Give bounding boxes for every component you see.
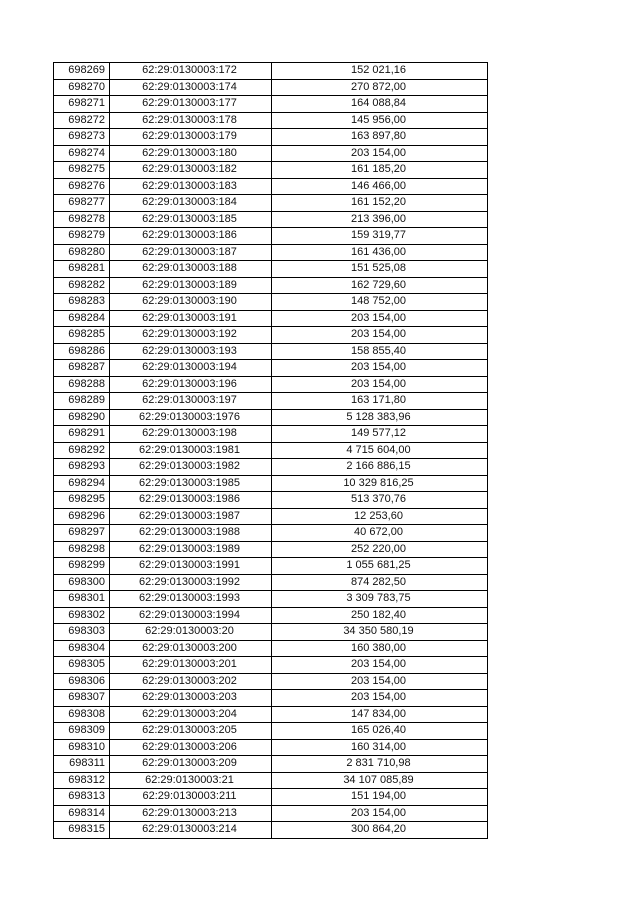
table-row	[54, 492, 488, 509]
cadastral-value-cell: 3 309 783,75	[272, 591, 488, 608]
table-row	[54, 63, 488, 80]
cadastral-number-cell: 62:29:0130003:206	[110, 739, 272, 756]
table-row	[54, 541, 488, 558]
cadastral-value-cell: 161 436,00	[272, 244, 488, 261]
table-row	[54, 657, 488, 674]
row-number-cell: 698308	[54, 706, 110, 723]
cadastral-value-cell: 1 055 681,25	[272, 558, 488, 575]
cadastral-number-cell: 62:29:0130003:193	[110, 343, 272, 360]
cadastral-value-cell: 270 872,00	[272, 79, 488, 96]
cadastral-number-cell: 62:29:0130003:1994	[110, 607, 272, 624]
cadastral-value-cell: 12 253,60	[272, 508, 488, 525]
row-number-cell: 698289	[54, 393, 110, 410]
cadastral-value-cell: 40 672,00	[272, 525, 488, 542]
cadastral-number-cell: 62:29:0130003:1976	[110, 409, 272, 426]
table-row	[54, 409, 488, 426]
table-row	[54, 508, 488, 525]
row-number-cell: 698304	[54, 640, 110, 657]
row-number-cell: 698275	[54, 162, 110, 179]
table-row	[54, 360, 488, 377]
cadastral-value-cell: 300 864,20	[272, 822, 488, 839]
table-row	[54, 310, 488, 327]
table-row	[54, 112, 488, 129]
row-number-cell: 698274	[54, 145, 110, 162]
cadastral-number-cell: 62:29:0130003:189	[110, 277, 272, 294]
row-number-cell: 698280	[54, 244, 110, 261]
cadastral-value-cell: 152 021,16	[272, 63, 488, 80]
table-row	[54, 640, 488, 657]
cadastral-number-cell: 62:29:0130003:1987	[110, 508, 272, 525]
cadastral-value-cell: 203 154,00	[272, 310, 488, 327]
table-row	[54, 376, 488, 393]
row-number-cell: 698299	[54, 558, 110, 575]
cadastral-value-cell: 34 107 085,89	[272, 772, 488, 789]
cadastral-number-cell: 62:29:0130003:188	[110, 261, 272, 278]
cadastral-number-cell: 62:29:0130003:172	[110, 63, 272, 80]
cadastral-number-cell: 62:29:0130003:185	[110, 211, 272, 228]
cadastral-number-cell: 62:29:0130003:182	[110, 162, 272, 179]
cadastral-number-cell: 62:29:0130003:209	[110, 756, 272, 773]
table-row	[54, 129, 488, 146]
cadastral-value-cell: 163 171,80	[272, 393, 488, 410]
cadastral-value-cell: 203 154,00	[272, 360, 488, 377]
cadastral-value-cell: 213 396,00	[272, 211, 488, 228]
cadastral-number-cell: 62:29:0130003:204	[110, 706, 272, 723]
table-row	[54, 525, 488, 542]
cadastral-value-cell: 203 154,00	[272, 145, 488, 162]
row-number-cell: 698277	[54, 195, 110, 212]
cadastral-value-cell: 203 154,00	[272, 805, 488, 822]
row-number-cell: 698306	[54, 673, 110, 690]
cadastral-number-cell: 62:29:0130003:200	[110, 640, 272, 657]
table-row	[54, 162, 488, 179]
cadastral-number-cell: 62:29:0130003:1981	[110, 442, 272, 459]
row-number-cell: 698287	[54, 360, 110, 377]
cadastral-value-cell: 203 154,00	[272, 376, 488, 393]
cadastral-value-cell: 151 194,00	[272, 789, 488, 806]
row-number-cell: 698313	[54, 789, 110, 806]
cadastral-number-cell: 62:29:0130003:201	[110, 657, 272, 674]
row-number-cell: 698278	[54, 211, 110, 228]
cadastral-value-cell: 34 350 580,19	[272, 624, 488, 641]
cadastral-number-cell: 62:29:0130003:180	[110, 145, 272, 162]
table-row	[54, 327, 488, 344]
row-number-cell: 698307	[54, 690, 110, 707]
table-row	[54, 673, 488, 690]
cadastral-value-cell: 160 314,00	[272, 739, 488, 756]
cadastral-value-cell: 252 220,00	[272, 541, 488, 558]
table-row	[54, 459, 488, 476]
row-number-cell: 698309	[54, 723, 110, 740]
cadastral-value-cell: 203 154,00	[272, 657, 488, 674]
cadastral-number-cell: 62:29:0130003:197	[110, 393, 272, 410]
cadastral-value-cell: 874 282,50	[272, 574, 488, 591]
row-number-cell: 698284	[54, 310, 110, 327]
table-row	[54, 195, 488, 212]
cadastral-number-cell: 62:29:0130003:203	[110, 690, 272, 707]
cadastral-number-cell: 62:29:0130003:198	[110, 426, 272, 443]
cadastral-number-cell: 62:29:0130003:1986	[110, 492, 272, 509]
cadastral-number-cell: 62:29:0130003:187	[110, 244, 272, 261]
cadastral-value-cell: 162 729,60	[272, 277, 488, 294]
cadastral-number-cell: 62:29:0130003:1991	[110, 558, 272, 575]
cadastral-number-cell: 62:29:0130003:174	[110, 79, 272, 96]
cadastral-value-cell: 250 182,40	[272, 607, 488, 624]
cadastral-value-cell: 161 152,20	[272, 195, 488, 212]
cadastral-number-cell: 62:29:0130003:177	[110, 96, 272, 113]
row-number-cell: 698272	[54, 112, 110, 129]
cadastral-number-cell: 62:29:0130003:191	[110, 310, 272, 327]
row-number-cell: 698301	[54, 591, 110, 608]
cadastral-number-cell: 62:29:0130003:186	[110, 228, 272, 245]
row-number-cell: 698296	[54, 508, 110, 525]
cadastral-value-cell: 10 329 816,25	[272, 475, 488, 492]
table-row	[54, 261, 488, 278]
cadastral-number-cell: 62:29:0130003:1985	[110, 475, 272, 492]
cadastral-number-cell: 62:29:0130003:1989	[110, 541, 272, 558]
row-number-cell: 698300	[54, 574, 110, 591]
table-row	[54, 574, 488, 591]
cadastral-number-cell: 62:29:0130003:1993	[110, 591, 272, 608]
table-row	[54, 822, 488, 839]
table-row	[54, 789, 488, 806]
row-number-cell: 698314	[54, 805, 110, 822]
cadastral-number-cell: 62:29:0130003:196	[110, 376, 272, 393]
row-number-cell: 698288	[54, 376, 110, 393]
row-number-cell: 698279	[54, 228, 110, 245]
table-row	[54, 739, 488, 756]
cadastral-number-cell: 62:29:0130003:214	[110, 822, 272, 839]
cadastral-value-cell: 158 855,40	[272, 343, 488, 360]
cadastral-number-cell: 62:29:0130003:194	[110, 360, 272, 377]
row-number-cell: 698311	[54, 756, 110, 773]
table-row	[54, 475, 488, 492]
cadastral-value-cell: 165 026,40	[272, 723, 488, 740]
cadastral-value-cell: 159 319,77	[272, 228, 488, 245]
cadastral-value-cell: 4 715 604,00	[272, 442, 488, 459]
table-row	[54, 756, 488, 773]
table-body	[54, 63, 488, 839]
cadastral-value-cell: 203 154,00	[272, 673, 488, 690]
cadastral-value-cell: 513 370,76	[272, 492, 488, 509]
cadastral-number-cell: 62:29:0130003:21	[110, 772, 272, 789]
table-row	[54, 442, 488, 459]
table-row	[54, 805, 488, 822]
cadastral-number-cell: 62:29:0130003:20	[110, 624, 272, 641]
table-row	[54, 211, 488, 228]
row-number-cell: 698295	[54, 492, 110, 509]
table-row	[54, 723, 488, 740]
table-row	[54, 178, 488, 195]
cadastral-value-cell: 147 834,00	[272, 706, 488, 723]
row-number-cell: 698281	[54, 261, 110, 278]
table-row	[54, 772, 488, 789]
row-number-cell: 698315	[54, 822, 110, 839]
table-row	[54, 79, 488, 96]
cadastral-number-cell: 62:29:0130003:202	[110, 673, 272, 690]
row-number-cell: 698285	[54, 327, 110, 344]
cadastral-number-cell: 62:29:0130003:211	[110, 789, 272, 806]
cadastral-value-cell: 146 466,00	[272, 178, 488, 195]
cadastral-value-cell: 203 154,00	[272, 327, 488, 344]
row-number-cell: 698305	[54, 657, 110, 674]
table-row	[54, 706, 488, 723]
table-row	[54, 228, 488, 245]
cadastral-number-cell: 62:29:0130003:184	[110, 195, 272, 212]
cadastral-number-cell: 62:29:0130003:205	[110, 723, 272, 740]
cadastral-number-cell: 62:29:0130003:1988	[110, 525, 272, 542]
table-row	[54, 558, 488, 575]
cadastral-value-cell: 2 166 886,15	[272, 459, 488, 476]
cadastral-value-cell: 145 956,00	[272, 112, 488, 129]
cadastral-number-cell: 62:29:0130003:1982	[110, 459, 272, 476]
cadastral-value-table	[53, 62, 488, 839]
row-number-cell: 698297	[54, 525, 110, 542]
row-number-cell: 698269	[54, 63, 110, 80]
row-number-cell: 698282	[54, 277, 110, 294]
row-number-cell: 698291	[54, 426, 110, 443]
table-row	[54, 96, 488, 113]
table-row	[54, 607, 488, 624]
row-number-cell: 698286	[54, 343, 110, 360]
cadastral-value-cell: 148 752,00	[272, 294, 488, 311]
row-number-cell: 698276	[54, 178, 110, 195]
row-number-cell: 698310	[54, 739, 110, 756]
cadastral-number-cell: 62:29:0130003:178	[110, 112, 272, 129]
cadastral-value-cell: 151 525,08	[272, 261, 488, 278]
cadastral-number-cell: 62:29:0130003:1992	[110, 574, 272, 591]
row-number-cell: 698303	[54, 624, 110, 641]
row-number-cell: 698271	[54, 96, 110, 113]
cadastral-number-cell: 62:29:0130003:179	[110, 129, 272, 146]
cadastral-value-cell: 163 897,80	[272, 129, 488, 146]
cadastral-value-cell: 161 185,20	[272, 162, 488, 179]
cadastral-number-cell: 62:29:0130003:183	[110, 178, 272, 195]
table-row	[54, 244, 488, 261]
table-row	[54, 145, 488, 162]
row-number-cell: 698290	[54, 409, 110, 426]
cadastral-number-cell: 62:29:0130003:213	[110, 805, 272, 822]
row-number-cell: 698294	[54, 475, 110, 492]
cadastral-value-cell: 2 831 710,98	[272, 756, 488, 773]
table-row	[54, 624, 488, 641]
table-row	[54, 343, 488, 360]
cadastral-number-cell: 62:29:0130003:190	[110, 294, 272, 311]
table-row	[54, 294, 488, 311]
row-number-cell: 698302	[54, 607, 110, 624]
table-row	[54, 591, 488, 608]
cadastral-number-cell: 62:29:0130003:192	[110, 327, 272, 344]
row-number-cell: 698312	[54, 772, 110, 789]
row-number-cell: 698292	[54, 442, 110, 459]
table-row	[54, 277, 488, 294]
row-number-cell: 698283	[54, 294, 110, 311]
table-row	[54, 393, 488, 410]
row-number-cell: 698273	[54, 129, 110, 146]
row-number-cell: 698298	[54, 541, 110, 558]
row-number-cell: 698293	[54, 459, 110, 476]
table-row	[54, 690, 488, 707]
row-number-cell: 698270	[54, 79, 110, 96]
cadastral-value-cell: 164 088,84	[272, 96, 488, 113]
cadastral-value-cell: 160 380,00	[272, 640, 488, 657]
cadastral-value-cell: 149 577,12	[272, 426, 488, 443]
table-row	[54, 426, 488, 443]
cadastral-value-cell: 203 154,00	[272, 690, 488, 707]
cadastral-value-cell: 5 128 383,96	[272, 409, 488, 426]
